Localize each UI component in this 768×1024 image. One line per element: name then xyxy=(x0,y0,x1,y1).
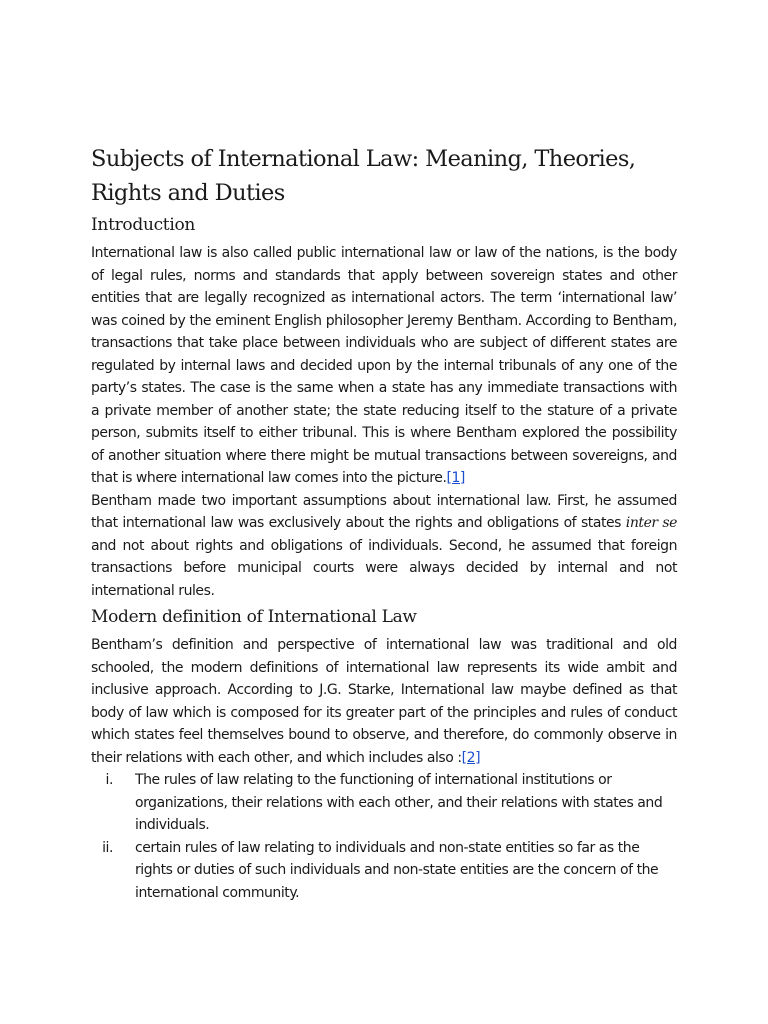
intro-paragraph-2-after: and not about rights and obligations of individuals. Second, he assumed that foreign transactions before municipal courts were always decided by internal and not international rules. xyxy=(91,537,677,599)
modern-definition-text: Bentham’s definition and perspective of international law was traditional and old schooled, the modern definitions of international law represents its wide ambit and inclusive approach. According to J.G. Starke, International law maybe defined as that body of law which is composed for its greater part of the principles and rules of conduct which states feel themselves bound to observe, and therefore, do commonly observe in their relations with each other, and which includes also : xyxy=(91,637,677,766)
intro-paragraph-1 xyxy=(91,242,677,490)
document-page xyxy=(91,142,677,904)
latin-term-inter-se: inter se xyxy=(625,515,677,531)
definition-list xyxy=(91,769,677,904)
footnote-link-1[interactable]: [1] xyxy=(446,470,465,486)
document-title: Subjects of International Law: Meaning, Theories, Rights and Duties xyxy=(91,146,636,206)
footnote-link-2[interactable]: [2] xyxy=(461,749,481,766)
list-item xyxy=(91,769,677,837)
intro-paragraph-1-text: International law is also called public international law or law of the nations, is the body of legal rules, norms and standards that apply between sovereign states and other entities that are legally recognized as international actors. The term ‘international law’ was coined by the eminent English philosopher Jeremy Bentham. According to Bentham, transactions that take place between individuals who are subject of different states are regulated by internal laws and decided upon by the internal tribunals of any one of the party’s states. The case is the same when a state has any immediate transactions with a private member of another state; the state reducing itself to the stature of a private person, submits itself to either tribunal. This is where Bentham explored the possibility of another situation where there might be mutual transactions between sovereigns, and that is where international law comes into the picture. xyxy=(91,245,677,486)
intro-paragraph-2-before: Bentham made two important assumptions about international law. First, he assumed that international law was exclusively about the rights and obligations of states xyxy=(91,492,677,531)
list-item-text: The rules of law relating to the functioning of international institutions or organizations, their relations with each other, and their relations with states and individuals. xyxy=(135,772,663,833)
modern-definition-paragraph xyxy=(91,634,677,769)
list-item-number: i. xyxy=(105,772,113,788)
list-item xyxy=(91,837,677,905)
section-heading-modern-definition: Modern definition of International Law xyxy=(91,607,417,627)
section-heading-introduction: Introduction xyxy=(91,215,196,235)
intro-paragraph-2 xyxy=(91,490,677,603)
list-item-text: certain rules of law relating to individuals and non-state entities so far as the rights or duties of such individuals and non-state entities are the concern of the international community. xyxy=(135,839,659,901)
list-item-number: ii. xyxy=(102,839,113,856)
